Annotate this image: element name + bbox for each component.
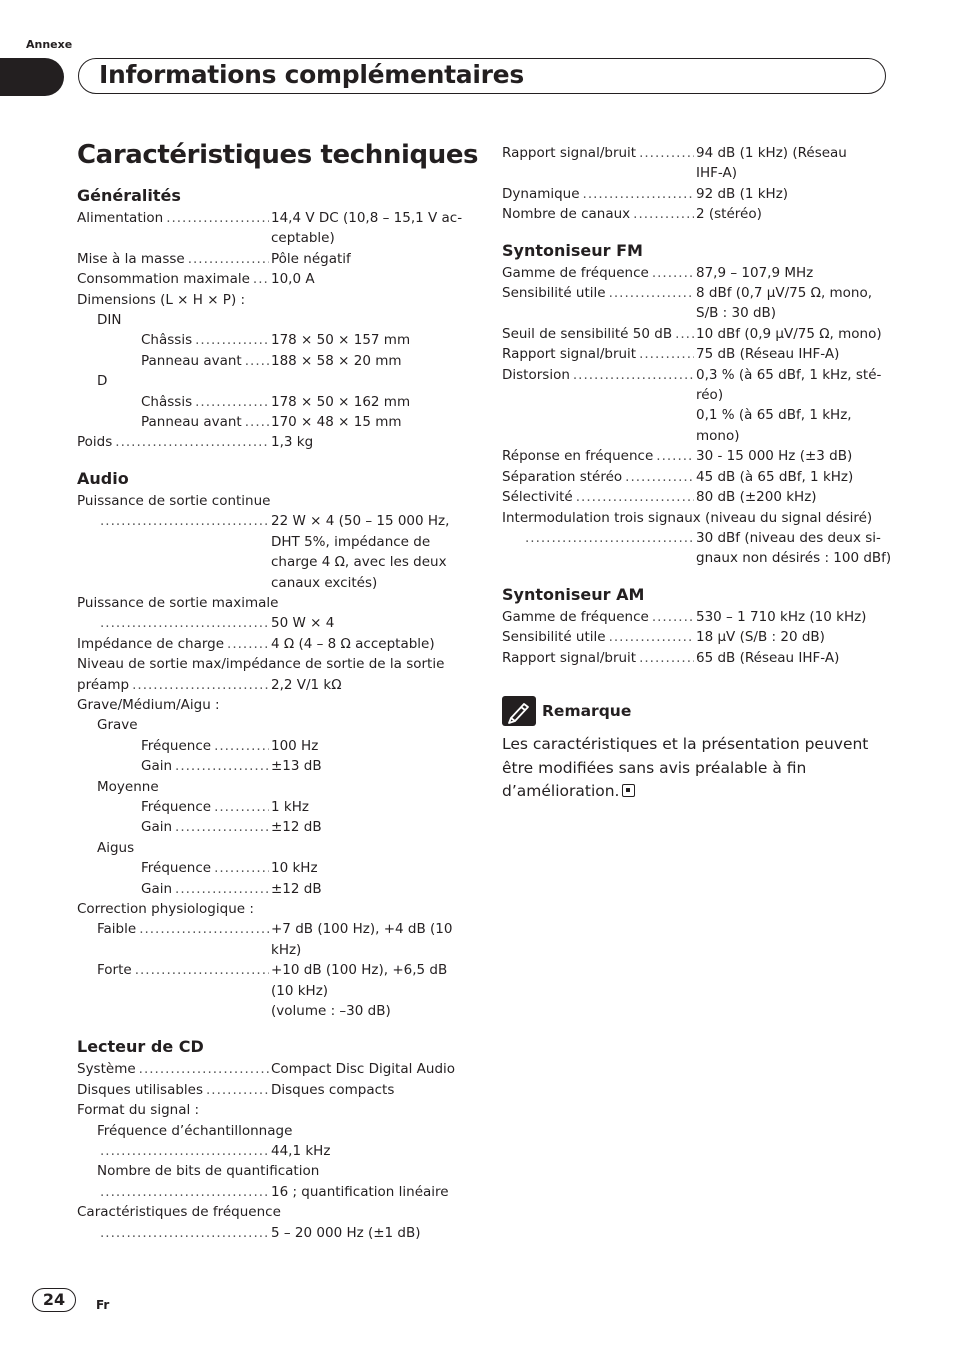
leader-dots: [636, 143, 694, 184]
spec-label-text: Fréquence: [141, 798, 212, 815]
spec-row: [502, 607, 894, 627]
spec-value: 14,4 V DC (10,8 – 15,1 V ac- ceptable): [271, 210, 463, 247]
leader-dots: [172, 817, 269, 837]
spec-row: [502, 487, 894, 507]
leader-dots: [636, 648, 694, 668]
spec-row: [502, 365, 894, 447]
leader-dots: [573, 487, 694, 507]
spec-row: [77, 634, 467, 654]
leader-dots: [211, 797, 269, 817]
spec-label: [502, 344, 694, 364]
leader-dots: [97, 1223, 269, 1243]
spec-label-text: Disques utilisables: [77, 1081, 204, 1098]
spec-label: [502, 627, 694, 647]
spec-label-text: Rapport signal/bruit: [502, 346, 637, 363]
spec-value: 5 – 20 000 Hz (±1 dB): [271, 1224, 421, 1241]
spec-row: [77, 1223, 467, 1243]
leader-dots: [622, 467, 694, 487]
leader-dots: [242, 351, 269, 371]
spec-label-text: Gain: [141, 758, 173, 775]
leader-dots: [630, 204, 694, 224]
leader-dots: [163, 208, 269, 249]
spec-label: [502, 283, 694, 324]
spec-label: [502, 204, 694, 224]
spec-label: [77, 392, 269, 412]
spec-label-text: Rapport signal/bruit: [502, 649, 637, 666]
spec-value: Disques compacts: [271, 1081, 395, 1098]
leader-dots: [136, 919, 269, 960]
leader-dots: [653, 446, 694, 466]
spec-label: [502, 263, 694, 283]
spec-row: [77, 919, 467, 960]
left-column: [77, 184, 467, 1243]
spec-value: 92 dB (1 kHz): [696, 185, 789, 202]
spec-label: [77, 675, 269, 695]
spec-label: [77, 858, 269, 878]
spec-row: [502, 648, 894, 668]
spec-heading-line: Correction physiologique :: [77, 901, 254, 917]
spec-label: [77, 1141, 269, 1161]
leader-dots: [580, 184, 694, 204]
spec-row: [77, 960, 467, 1021]
leader-dots: [672, 324, 694, 344]
spec-value: 2 (stéréo): [696, 206, 762, 223]
spec-value: 75 dB (Réseau IHF-A): [696, 346, 840, 363]
spec-row: [77, 269, 467, 289]
spec-label-text: Consommation maximale: [77, 271, 250, 288]
leader-dots: [250, 269, 269, 289]
spec-label: [77, 817, 269, 837]
spec-row: [77, 879, 467, 899]
spec-row: [502, 627, 894, 647]
spec-label-text: Châssis: [141, 332, 193, 349]
spec-label-text: Gamme de fréquence: [502, 264, 649, 281]
spec-value: 2,2 V/1 kΩ: [271, 676, 342, 693]
spec-row: [77, 330, 467, 350]
spec-heading-line: Moyenne: [97, 778, 159, 795]
spec-heading-line: Fréquence d’échantillonnage: [97, 1122, 293, 1139]
spec-label-text: Forte: [97, 962, 132, 979]
leader-dots: [172, 879, 269, 899]
spec-label: [77, 879, 269, 899]
spec-value: 178 × 50 × 157 mm: [271, 332, 411, 349]
chapter-title: Informations complémentaires: [99, 60, 524, 89]
leader-dots: [136, 1059, 269, 1079]
spec-row: [77, 1059, 467, 1079]
spec-row: [502, 184, 894, 204]
leader-dots: [97, 511, 269, 593]
section-heading: Syntoniseur FM: [502, 240, 643, 260]
leader-dots: [211, 858, 269, 878]
spec-heading-line: Grave/Médium/Aigu :: [77, 696, 220, 713]
spec-row: [77, 1141, 467, 1161]
spec-row: [502, 283, 894, 324]
leader-dots: [203, 1080, 269, 1100]
spec-row: [77, 858, 467, 878]
spec-label-text: Alimentation: [77, 210, 164, 226]
spec-value: 16 ; quantification linéaire: [271, 1183, 449, 1200]
section-heading: Syntoniseur AM: [502, 584, 645, 604]
spec-heading-line: Format du signal :: [77, 1102, 200, 1119]
spec-row: [77, 756, 467, 776]
spec-value: 530 – 1 710 kHz (10 kHz): [696, 608, 867, 625]
chapter-title-box: [78, 58, 886, 94]
spec-row: [77, 249, 467, 269]
spec-value: 65 dB (Réseau IHF-A): [696, 649, 840, 666]
end-of-section-icon: [622, 784, 635, 797]
leader-dots: [172, 756, 269, 776]
spec-label: [77, 330, 269, 350]
page-number: 24: [32, 1288, 76, 1312]
spec-value: 44,1 kHz: [271, 1143, 331, 1160]
spec-label-text: Dynamique: [502, 185, 580, 202]
spec-value: 0,3 % (à 65 dBf, 1 kHz, sté- réo) 0,1 % (à 65 dBf, 1 kHz, mono): [696, 366, 882, 444]
spec-value: 45 dB (à 65 dBf, 1 kHz): [696, 468, 854, 485]
leader-dots: [192, 330, 269, 350]
spec-label-text: Sélectivité: [502, 489, 573, 506]
page-title: Caractéristiques techniques: [77, 140, 479, 170]
spec-row: [77, 817, 467, 837]
leader-dots: [192, 392, 269, 412]
spec-value: 170 × 48 × 15 mm: [271, 414, 402, 431]
spec-heading-line: Intermodulation trois signaux (niveau du signal désiré): [502, 509, 873, 526]
spec-label: [502, 607, 694, 627]
spec-label: [502, 648, 694, 668]
spec-label: [77, 351, 269, 371]
leader-dots: [224, 634, 269, 654]
spec-label-text: Impédance de charge: [77, 635, 225, 652]
spec-value: 30 dBf (niveau des deux si- gnaux non désirés : 100 dBf): [696, 529, 892, 567]
spec-label-text: Sensibilité utile: [502, 629, 606, 646]
spec-value: 80 dB (±200 kHz): [696, 489, 817, 506]
spec-value: 22 W × 4 (50 – 15 000 Hz, DHT 5%, impédance de charge 4 Ω, avec les deux canaux excités): [271, 513, 450, 591]
spec-label: [77, 960, 269, 1021]
spec-value: 30 - 15 000 Hz (±3 dB): [696, 448, 853, 465]
spec-label-text: Fréquence: [141, 860, 212, 877]
spacer: [502, 569, 894, 583]
spec-label: [77, 432, 269, 452]
spec-label-text: Réponse en fréquence: [502, 448, 654, 465]
spec-heading-line: D: [97, 373, 108, 390]
spec-value: 18 µV (S/B : 20 dB): [696, 629, 825, 646]
spec-value: 4 Ω (4 – 8 Ω acceptable): [271, 635, 435, 652]
section-label-annexe: Annexe: [26, 38, 73, 51]
spec-value: 1,3 kg: [271, 434, 314, 451]
chapter-tab: [0, 58, 64, 96]
pencil-note-icon: [502, 696, 536, 726]
spec-label-text: Distorsion: [502, 366, 570, 383]
spec-value: 10 kHz: [271, 860, 318, 877]
spec-label-text: Panneau avant: [141, 352, 242, 369]
spec-label: [502, 528, 694, 569]
spec-label: [502, 467, 694, 487]
spec-label-text: Panneau avant: [141, 414, 242, 431]
leader-dots: [97, 1182, 269, 1202]
spec-row: [502, 143, 894, 184]
section-heading: Lecteur de CD: [77, 1037, 204, 1057]
spec-row: [77, 797, 467, 817]
spec-row: [77, 432, 467, 452]
spec-label: [502, 184, 694, 204]
spec-value: 1 kHz: [271, 798, 309, 815]
note-text: [502, 733, 882, 804]
spec-label: [77, 1080, 269, 1100]
leader-dots: [570, 365, 694, 447]
spec-value: Compact Disc Digital Audio: [271, 1061, 456, 1078]
spec-row: [77, 675, 467, 695]
spec-row: [502, 467, 894, 487]
spec-label: [77, 1182, 269, 1202]
spec-value: 10,0 A: [271, 271, 315, 288]
leader-dots: [185, 249, 269, 269]
spec-value: +10 dB (100 Hz), +6,5 dB (10 kHz) (volume : –30 dB): [271, 962, 448, 1020]
leader-dots: [129, 675, 269, 695]
spec-label-text: Séparation stéréo: [502, 468, 623, 485]
spec-label: [502, 143, 694, 184]
spec-value: 94 dB (1 kHz) (Réseau IHF-A): [696, 145, 847, 182]
spec-label: [77, 412, 269, 432]
spec-heading-line: Puissance de sortie continue: [77, 492, 271, 509]
spacer: [77, 453, 467, 467]
spec-label: [77, 1059, 269, 1079]
spec-row: [502, 263, 894, 283]
spec-row: [77, 412, 467, 432]
leader-dots: [211, 736, 269, 756]
leader-dots: [242, 412, 269, 432]
spec-label-text: Nombre de canaux: [502, 206, 631, 223]
spec-label: [502, 365, 694, 447]
spec-label-text: Seuil de sensibilité 50 dB: [502, 325, 673, 342]
spec-label-text: Poids: [77, 434, 113, 451]
spec-label-text: Sensibilité utile: [502, 285, 606, 302]
section-heading: Audio: [77, 468, 129, 488]
spec-label-text: préamp: [77, 676, 130, 693]
leader-dots: [649, 263, 694, 283]
spec-value: 178 × 50 × 162 mm: [271, 393, 411, 410]
spec-label-text: Rapport signal/bruit: [502, 145, 637, 161]
spec-value: Pôle négatif: [271, 250, 351, 267]
section-heading: Généralités: [77, 186, 181, 205]
spec-value: 100 Hz: [271, 737, 319, 754]
spec-label: [502, 324, 694, 344]
right-column: [502, 143, 894, 668]
spec-value: 87,9 – 107,9 MHz: [696, 264, 814, 281]
language-code: Fr: [96, 1298, 110, 1312]
leader-dots: [132, 960, 269, 1021]
leader-dots: [606, 283, 694, 324]
spec-label: [77, 736, 269, 756]
spec-label: [77, 613, 269, 633]
spec-label-text: Faible: [97, 921, 137, 938]
spec-label: [77, 634, 269, 654]
note-label: Remarque: [542, 702, 632, 720]
spec-heading-line: Niveau de sortie max/impédance de sortie de la sortie: [77, 656, 445, 673]
spec-row: [77, 736, 467, 756]
spec-heading-line: Nombre de bits de quantification: [97, 1163, 320, 1180]
spec-value: 50 W × 4: [271, 615, 335, 632]
spec-row: [502, 446, 894, 466]
leader-dots: [112, 432, 269, 452]
leader-dots: [649, 607, 694, 627]
spec-label-text: Fréquence: [141, 737, 212, 754]
spec-heading-line: Dimensions (L × H × P) :: [77, 291, 246, 308]
spec-label: [77, 919, 269, 960]
spec-label-text: Mise à la masse: [77, 250, 185, 267]
spec-row: [77, 392, 467, 412]
spec-heading-line: DIN: [97, 312, 122, 329]
spec-heading-line: Puissance de sortie maximale: [77, 594, 279, 611]
spec-row: [502, 204, 894, 224]
spec-value: ±12 dB: [271, 880, 322, 897]
spec-row: [77, 613, 467, 633]
spec-label-text: Système: [77, 1061, 136, 1078]
spec-label-text: Gain: [141, 880, 173, 897]
spec-label: [77, 249, 269, 269]
spec-heading-line: Grave: [97, 717, 138, 734]
spec-value: ±13 dB: [271, 758, 322, 775]
spec-row: [77, 351, 467, 371]
spec-row: [502, 324, 894, 344]
spec-row: [77, 208, 467, 249]
spec-label: [77, 1223, 269, 1243]
spec-label: [77, 797, 269, 817]
spec-label: [77, 756, 269, 776]
spec-row: [502, 344, 894, 364]
leader-dots: [97, 1141, 269, 1161]
spec-label: [502, 487, 694, 507]
leader-dots: [636, 344, 694, 364]
spec-label-text: Gamme de fréquence: [502, 608, 649, 625]
spec-heading-line: Caractéristiques de fréquence: [77, 1204, 281, 1221]
spec-label: [77, 208, 269, 249]
leader-dots: [522, 528, 694, 569]
leader-dots: [606, 627, 694, 647]
spec-heading-line: Aigus: [97, 839, 135, 856]
spec-value: 188 × 58 × 20 mm: [271, 352, 402, 369]
spec-value: 8 dBf (0,7 µV/75 Ω, mono, S/B : 30 dB): [696, 285, 873, 322]
spec-label: [77, 511, 269, 593]
spec-value: ±12 dB: [271, 819, 322, 836]
spec-row: [77, 511, 467, 593]
spec-label-text: Gain: [141, 819, 173, 836]
spacer: [77, 1021, 467, 1035]
spec-value: +7 dB (100 Hz), +4 dB (10 kHz): [271, 921, 453, 958]
note-header: [502, 696, 631, 726]
spec-label: [77, 269, 269, 289]
note-body: Les caractéristiques et la présentation peuvent être modifiées sans avis préalable à fin d’amélioration.: [502, 735, 869, 800]
spacer: [502, 225, 894, 239]
spec-value: 10 dBf (0,9 µV/75 Ω, mono): [696, 325, 882, 342]
spec-row: [77, 1080, 467, 1100]
spec-row: [77, 1182, 467, 1202]
spec-label-text: Châssis: [141, 393, 193, 410]
spec-label: [502, 446, 694, 466]
spec-row: [502, 528, 894, 569]
leader-dots: [97, 613, 269, 633]
